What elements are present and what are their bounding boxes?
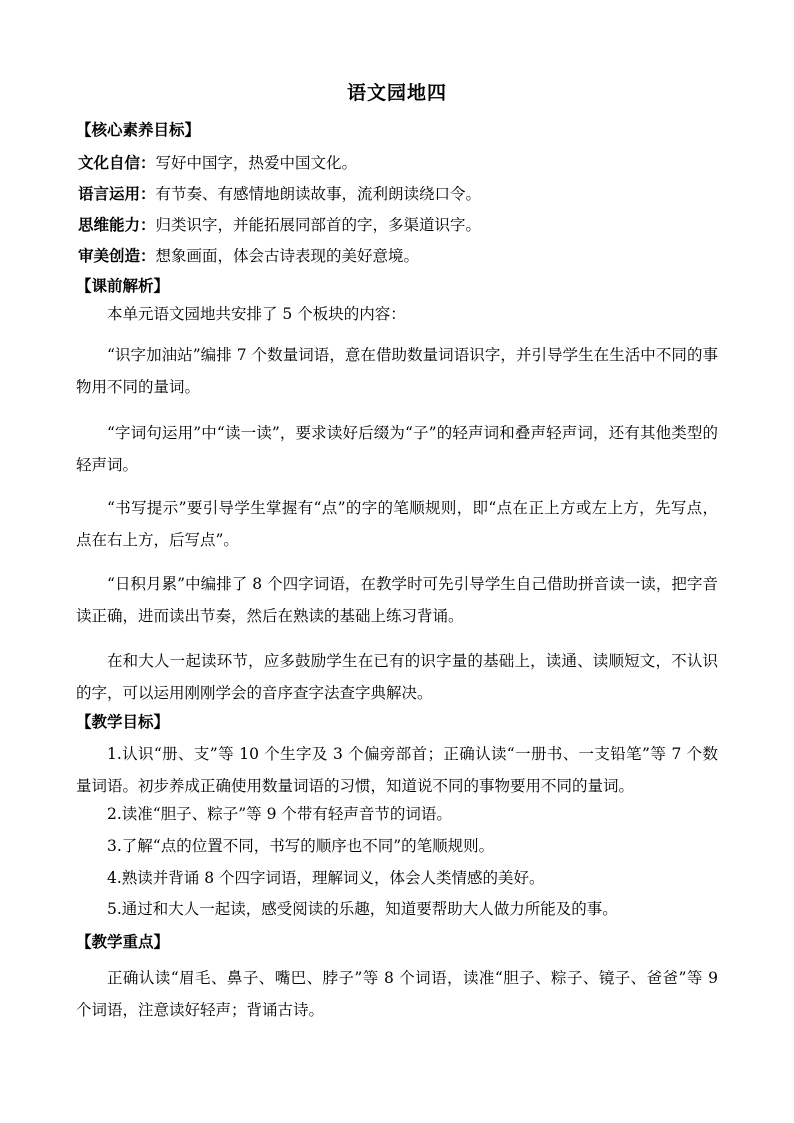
core-goal-text: 想象画面，体会古诗表现的美好意境。 [155, 247, 420, 265]
core-goal-item [78, 151, 794, 173]
key-points-paragraph: 正确认读“眉毛、鼻子、嘴巴、脖子”等 8 个词语，读准“胆子、粽子、镜子、爸爸”等 9 个词语，注意读好轻声；背诵古诗。 [76, 969, 718, 1019]
section-heading-core-goals: 【核心素养目标】 [76, 121, 201, 139]
teaching-goal-item: 2.读准“胆子、粽子”等 9 个带有轻声音节的词语。 [107, 805, 452, 823]
analysis-paragraph: “书写提示”要引导学生掌握有“点”的字的笔顺规则，即“点在正上方或左上方，先写点，点在右上方，后写点”。 [76, 499, 718, 549]
analysis-paragraph: 在和大人一起读环节，应多鼓励学生在已有的识字量的基础上，读通、读顺短文，不认识的字，可以运用刚刚学会的音序查字法查字典解决。 [76, 652, 718, 702]
analysis-paragraph: “字词句运用”中“读一读”，要求读好后缀为“子”的轻声词和叠声轻声词，还有其他类型的轻声词。 [76, 424, 718, 474]
core-goal-item [78, 244, 794, 266]
core-goal-text: 写好中国字，热爱中国文化。 [155, 154, 358, 172]
analysis-paragraph: 本单元语文园地共安排了 5 个板块的内容： [107, 305, 406, 323]
core-goal-label: 文化自信： [78, 154, 156, 172]
core-goal-item [78, 213, 794, 235]
core-goal-text: 归类识字，并能拓展同部首的字，多渠道识字。 [155, 216, 482, 234]
core-goal-label: 语言运用： [78, 185, 156, 203]
core-goal-label: 审美创造： [78, 247, 156, 265]
analysis-paragraph: “日积月累”中编排了 8 个四字词语，在教学时可先引导学生自己借助拼音读一读，把字音读正确，进而读出节奏，然后在熟读的基础上练习背诵。 [76, 575, 718, 625]
core-goal-text: 有节奏、有感情地朗读故事，流利朗读绕口令。 [155, 185, 482, 203]
section-heading-key-points: 【教学重点】 [76, 933, 170, 951]
section-heading-teaching-goals: 【教学目标】 [76, 713, 170, 731]
core-goal-item [78, 182, 794, 204]
section-heading-analysis: 【课前解析】 [76, 277, 170, 295]
analysis-paragraph: “识字加油站”编排 7 个数量词语，意在借助数量词语识字，并引导学生在生活中不同的事物用不同的量词。 [76, 346, 718, 396]
teaching-goal-item: 4.熟读并背诵 8 个四字词语，理解词义，体会人类情感的美好。 [107, 869, 545, 887]
document-title: 语文园地四 [346, 82, 447, 104]
teaching-goal-item: 1.认识“册、支”等 10 个生字及 3 个偏旁部首；正确认读“一册书、一支铅笔”等 7 个数量词语。初步养成正确使用数量词语的习惯，知道说不同的事物要用不同的量词。 [76, 745, 718, 795]
teaching-goal-item: 5.通过和大人一起读，感受阅读的乐趣，知道要帮助大人做力所能及的事。 [107, 900, 618, 918]
teaching-goal-item: 3.了解“点的位置不同，书写的顺序也不同”的笔顺规则。 [107, 837, 495, 855]
core-goal-label: 思维能力： [78, 216, 156, 234]
